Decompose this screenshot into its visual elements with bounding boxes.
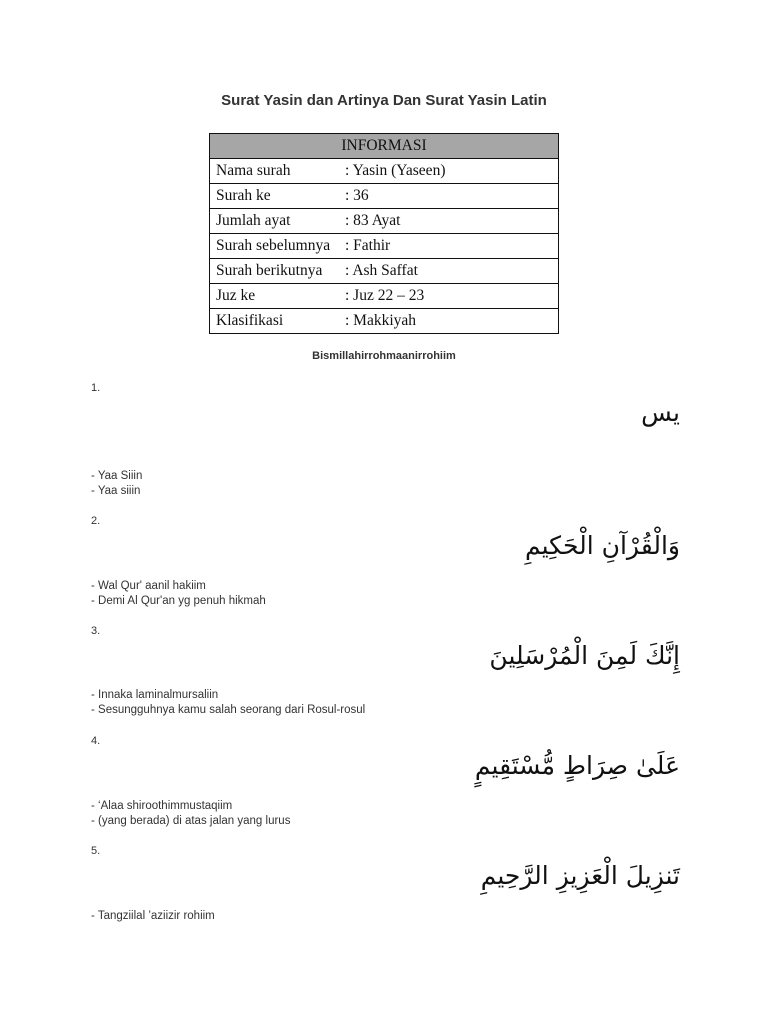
verse-arabic: تَنزِيلَ الْعَزِيزِ الرَّحِيمِ [480,861,680,890]
verse-arabic: إِنَّكَ لَمِنَ الْمُرْسَلِينَ [489,641,680,670]
verse-number: 2. [91,515,101,527]
info-label: Surah berikutnya [210,259,342,284]
info-label: Juz ke [210,284,342,309]
info-value: : Fathir [341,234,559,259]
info-table-header-row [210,134,559,159]
info-value: : Makkiyah [341,309,559,334]
info-row-jumlah-ayat [210,209,559,234]
verse-latin: - ‘Alaa shiroothimmustaqiim [91,800,233,812]
verse-meaning: - Sesungguhnya kamu salah seorang dari Rosul-rosul [91,704,366,716]
verse-number: 4. [91,735,101,747]
info-table [209,133,559,334]
info-label: Klasifikasi [210,309,342,334]
page-title: Surat Yasin dan Artinya Dan Surat Yasin Latin [221,92,547,109]
verse-number: 3. [91,625,101,637]
verse-latin: - Innaka laminalmursaliin [91,689,219,701]
verse-translation [91,909,215,924]
verse-meaning: - (yang berada) di atas jalan yang lurus [91,815,291,827]
verse-arabic: وَالْقُرْآنِ الْحَكِيمِ [524,531,680,560]
info-value: : Ash Saffat [341,259,559,284]
info-value: : 83 Ayat [341,209,559,234]
info-label: Nama surah [210,159,342,184]
info-row-surah-sebelumnya [210,234,559,259]
verse-arabic: يس [641,398,680,427]
verse-arabic: عَلَىٰ صِرَاطٍ مُّسْتَقِيمٍ [474,751,680,780]
info-value: : Juz 22 – 23 [341,284,559,309]
verse-translation [91,688,365,718]
info-value: : Yasin (Yaseen) [341,159,559,184]
info-row-klasifikasi [210,309,559,334]
info-label: Jumlah ayat [210,209,342,234]
verse-latin: - Wal Qur' aanil hakiim [91,580,206,592]
verse-translation [91,579,266,609]
verse-translation [91,469,142,499]
verse-number: 1. [91,382,101,394]
bismillah-heading: Bismillahirrohmaanirrohiim [312,350,456,362]
verse-number: 5. [91,845,101,857]
info-label: Surah sebelumnya [210,234,342,259]
info-row-surah-berikutnya [210,259,559,284]
info-value: : 36 [341,184,559,209]
info-row-surah-ke [210,184,559,209]
verse-translation [91,799,290,829]
info-label: Surah ke [210,184,342,209]
verse-meaning: - Yaa siiin [91,485,141,497]
verse-latin: - Tangziilal ’aziizir rohiim [91,910,215,922]
verse-meaning: - Demi Al Qur'an yg penuh hikmah [91,595,266,607]
info-table-header: INFORMASI [210,134,559,159]
verse-latin: - Yaa Siiin [91,470,143,482]
info-row-nama-surah [210,159,559,184]
info-row-juz-ke [210,284,559,309]
